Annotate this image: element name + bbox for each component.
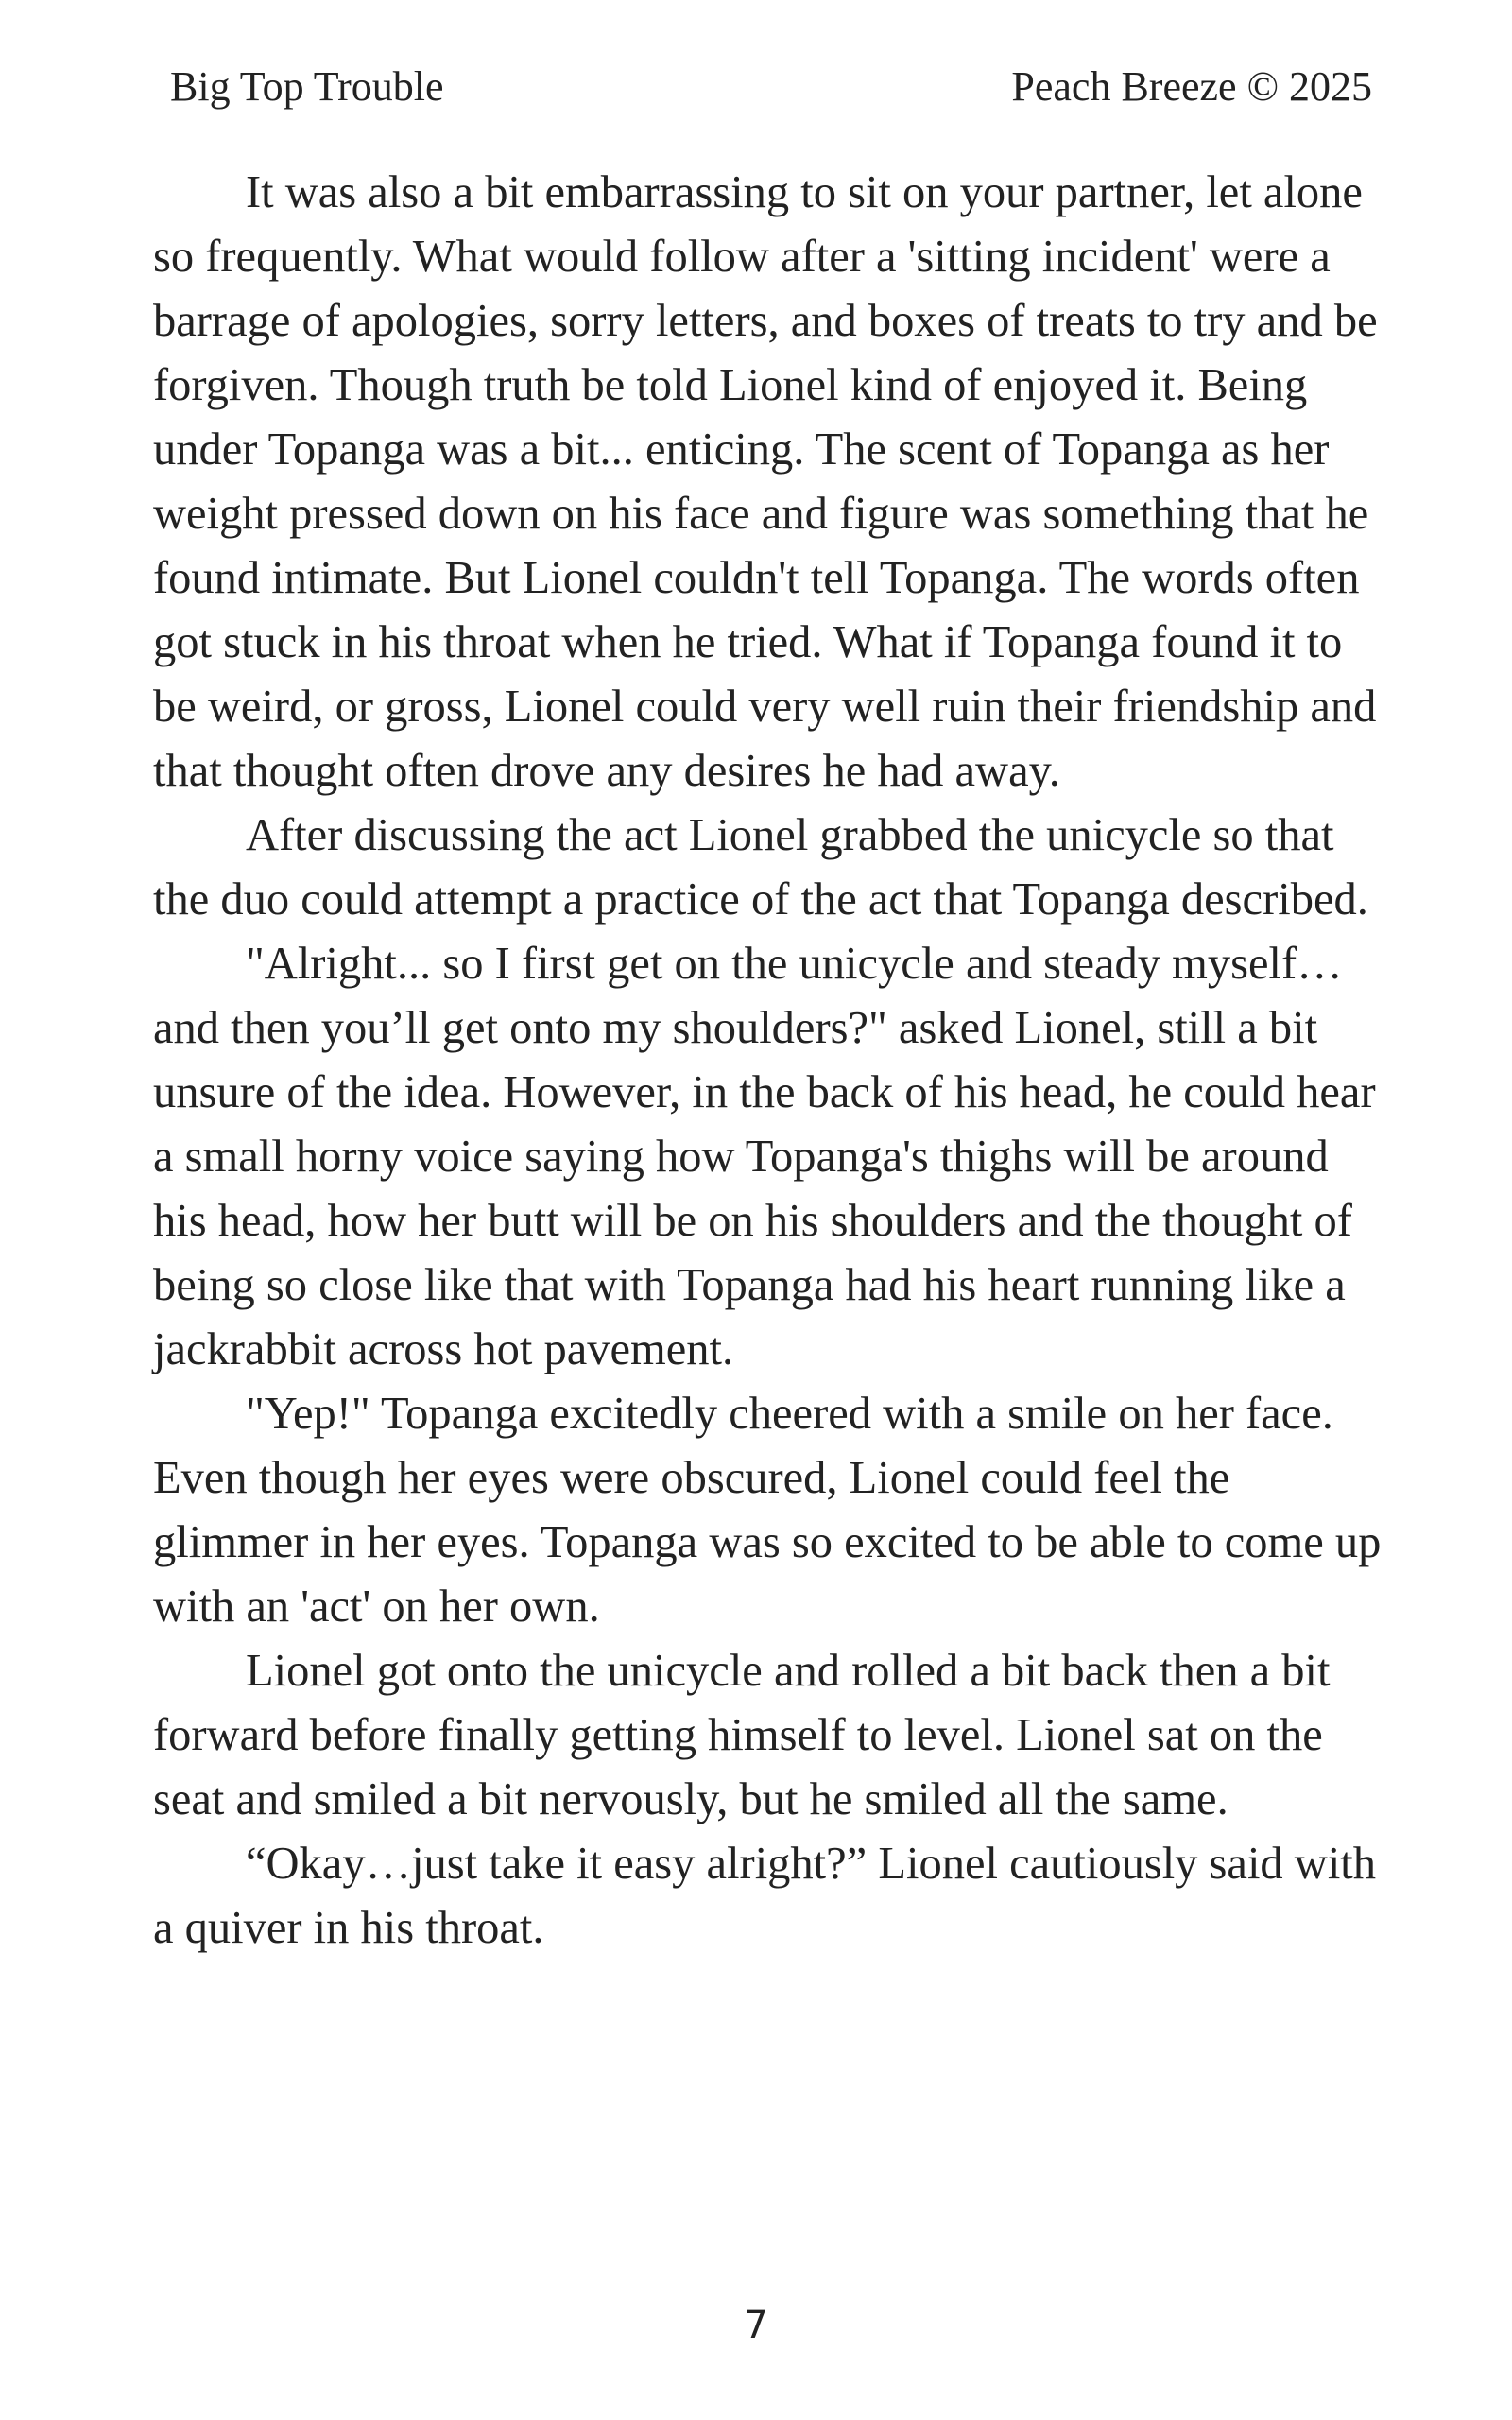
paragraph: After discussing the act Lionel grabbed the unicycle so that the duo could attempt a practice of the act that Topanga described. — [153, 810, 1368, 925]
paragraph: It was also a bit embarrassing to sit on your partner, let alone so frequently. What would follow after a 'sitting incident' were a barrage of apologies, sorry letters, and boxes of treats to try and be forgiven. Though truth be told Lionel kind of enjoyed it. Being under Topanga was a bit... enticing. The scent of Topanga as her weight pressed down on his face and figure was something that he found intimate. But Lionel couldn't tell Topanga. The words often got stuck in his throat when he tried. What if Topanga found it to be weird, or gross, Lionel could very well ruin their friendship and that thought often drove any desires he had away. — [153, 167, 1378, 796]
paragraph: Lionel got onto the unicycle and rolled a bit back then a bit forward before finally getting himself to level. Lionel sat on the seat and smiled a bit nervously, but he smiled all the same. — [153, 1646, 1331, 1824]
paragraph: “Okay…just take it easy alright?” Lionel cautiously said with a quiver in his throat. — [153, 1839, 1377, 1953]
copyright-notice: Peach Breeze © 2025 — [1011, 63, 1372, 110]
story-text — [153, 161, 1382, 1961]
page-header — [170, 59, 1372, 115]
paragraph: "Alright... so I first get on the unicycle and steady myself… and then you’ll get onto my shoulders?" asked Lionel, still a bit unsure of the idea. However, in the back of his head, he could hear a small horny voice saying how Topanga's thighs will be around his head, how her butt will be on his shoulders and the thought of being so close like that with Topanga had his heart running like a jackrabbit across hot pavement. — [153, 939, 1376, 1374]
paragraph: "Yep!" Topanga excitedly cheered with a smile on her face. Even though her eyes were obscured, Lionel could feel the glimmer in her eyes. Topanga was so excited to be able to come up with an 'act' on her own. — [153, 1389, 1382, 1632]
page-number: 7 — [744, 2304, 768, 2347]
book-title: Big Top Trouble — [170, 63, 444, 110]
